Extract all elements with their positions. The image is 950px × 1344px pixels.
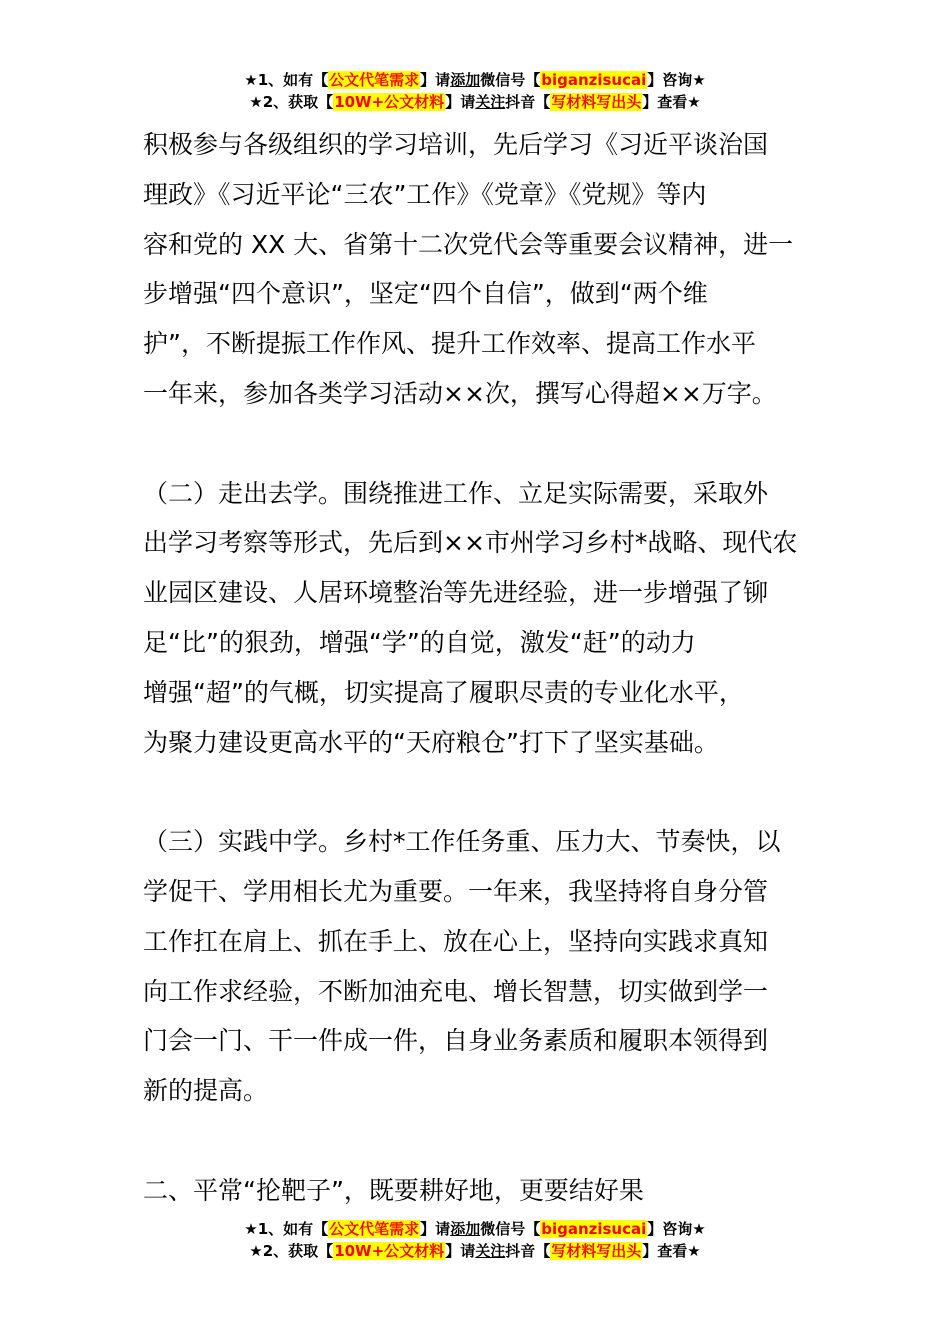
text-line: 积极参与各级组织的学习培训，先后学习《习近平谈治国 (143, 130, 769, 159)
paragraph-go-out-learn (143, 469, 811, 768)
notice-underlined: 关注 (475, 93, 506, 111)
text-line: 一年来，参加各类学习活动××次，撰写心得超××万字。 (143, 378, 777, 408)
notice-line-1 (0, 1218, 950, 1240)
notice-text: 】请 (445, 1242, 476, 1260)
document-body (143, 120, 811, 1216)
text-line: 护”，不断提振工作作风、提升工作效率、提高工作水平 (143, 329, 756, 359)
text-line: 工作扛在肩上、抓在手上、放在心上，坚持向实践求真知 (143, 926, 769, 956)
notice-text: 】咨询★ (647, 71, 706, 89)
text-line: 新的提高。 (143, 1076, 269, 1106)
text-line: 向工作求经验，不断加油充电、增长智慧，切实做到学一 (143, 976, 769, 1006)
section-heading (143, 1166, 811, 1216)
notice-text: 】请 (445, 93, 476, 111)
notice-text: 】查看★ (642, 1242, 701, 1260)
paragraph-spacer (143, 767, 811, 817)
notice-highlight: 公文代笔需求 (329, 71, 420, 89)
notice-text: 】查看★ (642, 93, 701, 111)
text-line: 理政》《习近平论“三农”工作》《党章》《党规》等内 (143, 179, 707, 209)
notice-underlined: 添加 (450, 71, 481, 89)
douyin-id-highlight: 写材料写出头 (551, 93, 642, 111)
douyin-id-highlight: 写材料写出头 (551, 1242, 642, 1260)
notice-highlight: 公文代笔需求 (329, 1220, 420, 1238)
notice-text: ★1、如有【 (244, 71, 329, 89)
text-line: 学促干、学用相长尤为重要。一年来，我坚持将自身分管 (143, 876, 769, 906)
heading-text: 二、平常“抡靶子”，既要耕好地，更要结好果 (143, 1175, 644, 1205)
notice-underlined: 添加 (450, 1220, 481, 1238)
wechat-id-highlight: biganzisucai (541, 71, 647, 89)
paragraph-spacer (143, 1116, 811, 1166)
notice-line-1 (0, 69, 950, 91)
paragraph-practice-learn (143, 817, 811, 1116)
text-line: 门会一门、干一件成一件，自身业务素质和履职本领得到 (143, 1026, 769, 1056)
notice-text: ★1、如有【 (244, 1220, 329, 1238)
text-line: 容和党的 XX 大、省第十二次党代会等重要会议精神，进一 (143, 229, 794, 259)
paragraph-spacer (143, 419, 811, 469)
text-line: （三）实践中学。乡村*工作任务重、压力大、节奏快，以 (143, 827, 781, 857)
paragraph-study-training (143, 120, 811, 419)
text-line: （二）走出去学。围绕推进工作、立足实际需要，采取外 (143, 478, 769, 508)
notice-text: 微信号【 (480, 1220, 541, 1238)
notice-text: 】咨询★ (647, 1220, 706, 1238)
footer-notice (0, 1218, 950, 1262)
header-notice (0, 69, 950, 113)
text-line: 足“比”的狠劲，增强“学”的自觉，激发“赶”的动力 (143, 627, 696, 657)
notice-text: 抖音【 (505, 1242, 551, 1260)
text-line: 业园区建设、人居环境整治等先进经验，进一步增强了铆 (143, 578, 769, 608)
notice-line-2 (0, 91, 950, 113)
text-line: 为聚力建设更高水平的“天府粮仓”打下了坚实基础。 (143, 727, 719, 757)
text-line: 增强“超”的气概，切实提高了履职尽责的专业化水平， (143, 677, 744, 707)
notice-text: ★2、获取【 (249, 1242, 334, 1260)
text-line: 步增强“四个意识”，坚定“四个自信”，做到“两个维 (143, 279, 708, 309)
notice-text: 】请 (420, 1220, 451, 1238)
wechat-id-highlight: biganzisucai (541, 1220, 647, 1238)
notice-text: 抖音【 (505, 93, 551, 111)
text-line: 出学习考察等形式，先后到××市州学习乡村*战略、现代农 (143, 528, 798, 558)
notice-underlined: 关注 (475, 1242, 506, 1260)
notice-highlight: 10W+公文材料 (334, 93, 445, 111)
notice-line-2 (0, 1240, 950, 1262)
notice-text: 微信号【 (480, 71, 541, 89)
notice-text: 】请 (420, 71, 451, 89)
notice-text: ★2、获取【 (249, 93, 334, 111)
notice-highlight: 10W+公文材料 (334, 1242, 445, 1260)
